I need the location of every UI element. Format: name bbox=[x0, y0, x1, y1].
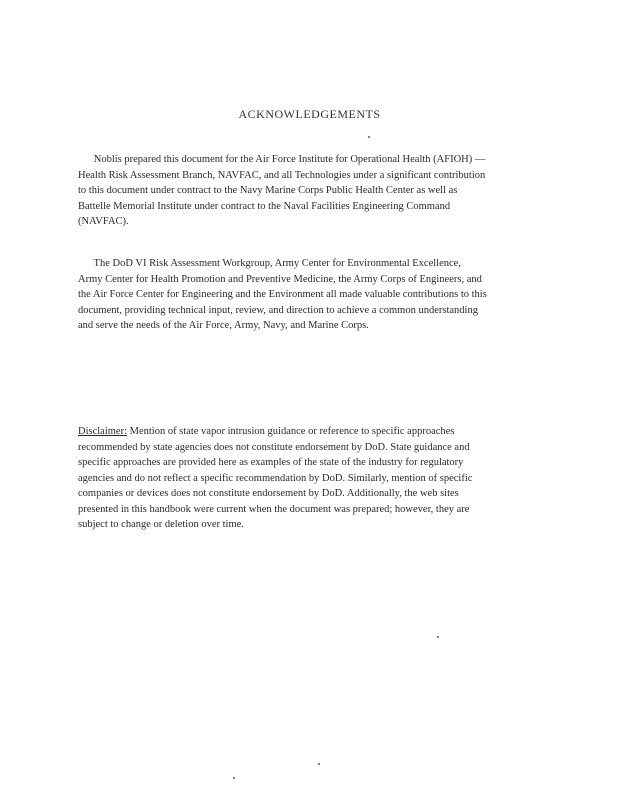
text-line: the Air Force Center for Engineering and the Environment all made valuable contributions to this bbox=[78, 289, 487, 300]
text-line: agencies and do not reflect a specific recommendation by DoD. Similarly, mention of specific bbox=[78, 472, 473, 484]
text-line: subject to change or deletion over time. bbox=[78, 519, 244, 530]
disclaimer-label: Disclaimer: bbox=[78, 426, 127, 437]
scan-speck bbox=[318, 763, 320, 765]
text-line: Army Center for Health Promotion and Preventive Medicine, the Army Corps of Engineers, and bbox=[78, 273, 482, 285]
text-line bbox=[78, 424, 533, 440]
text-line: and serve the needs of the Air Force, Army, Navy, and Marine Corps. bbox=[78, 320, 369, 331]
disclaimer-text: Mention of state vapor intrusion guidance or reference to specific approaches bbox=[126, 426, 455, 437]
scan-speck bbox=[368, 136, 370, 138]
scan-speck bbox=[233, 777, 235, 779]
text-line: presented in this handbook were current when the document was prepared; however, they are bbox=[78, 503, 470, 515]
paragraph-disclaimer bbox=[78, 424, 533, 533]
page-title: ACKNOWLEDGEMENTS bbox=[238, 107, 381, 121]
paragraph-contributors bbox=[78, 256, 533, 334]
scan-speck bbox=[437, 636, 439, 638]
text-line: recommended by state agencies does not constitute endorsement by DoD. State guidance and bbox=[78, 441, 470, 453]
text-line: companies or devices does not constitute endorsement by DoD. Additionally, the web sites bbox=[78, 488, 459, 499]
text-line: The DoD VI Risk Assessment Workgroup, Army Center for Environmental Excellence, bbox=[78, 258, 461, 269]
paragraph-preparation bbox=[78, 152, 533, 230]
text-line: document, providing technical input, review, and direction to achieve a common understanding bbox=[78, 304, 478, 316]
text-line: Health Risk Assessment Branch, NAVFAC, and all Technologies under a significant contribution bbox=[78, 169, 486, 181]
text-line: Battelle Memorial Institute under contract to the Naval Facilities Engineering Command bbox=[78, 200, 451, 212]
text-line: specific approaches are provided here as examples of the state of the industry for regulatory bbox=[78, 457, 464, 468]
text-line: (NAVFAC). bbox=[78, 216, 129, 227]
text-line: to this document under contract to the Navy Marine Corps Public Health Center as well as bbox=[78, 185, 458, 196]
text-line: Noblis prepared this document for the Air Force Institute for Operational Health (AFIOH) — bbox=[78, 154, 486, 165]
